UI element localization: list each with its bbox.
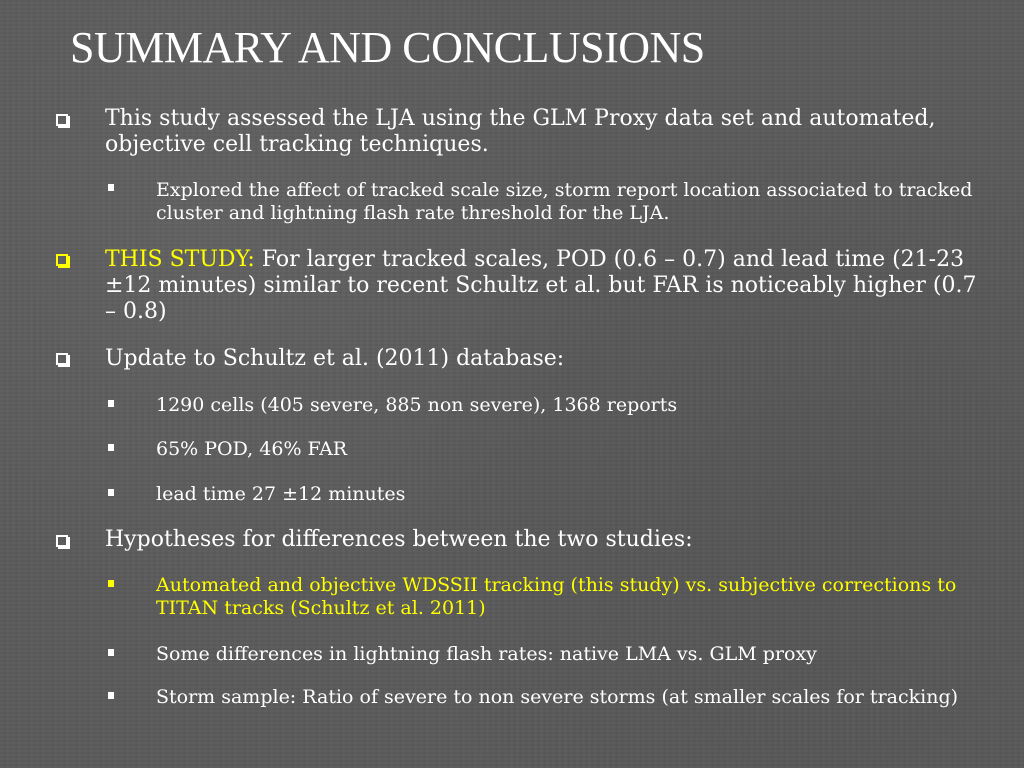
sub-bullet-storm-sample: Storm sample: Ratio of severe to non severe storms (at smaller scales for tracking) — [156, 686, 959, 708]
bullet-update-database: Update to Schultz et al. (2011) database: — [105, 346, 565, 371]
checkbox-bullet-icon — [56, 353, 68, 365]
sub-bullet-lead-time: lead time 27 ±12 minutes — [156, 483, 406, 505]
checkbox-bullet-yellow-icon — [56, 254, 68, 266]
checkbox-bullet-icon — [56, 114, 68, 126]
square-bullet-icon — [108, 692, 114, 699]
sub-bullet-cells: 1290 cells (405 severe, 885 non severe), 1368 reports — [156, 394, 678, 416]
square-bullet-yellow-icon — [108, 580, 114, 587]
square-bullet-icon — [108, 649, 114, 656]
sub-bullet-automated-tracking: Automated and objective WDSSII tracking (this study) vs. subjective corrections to TITAN tracks (Schultz et al. 2011) — [156, 574, 957, 619]
bullet-hypotheses: Hypotheses for differences between the two studies: — [105, 527, 693, 552]
slide-title: SUMMARY AND CONCLUSIONS — [70, 23, 705, 72]
checkbox-bullet-icon — [56, 535, 68, 547]
square-bullet-icon — [108, 184, 114, 191]
square-bullet-icon — [108, 400, 114, 407]
sub-bullet-pod-far: 65% POD, 46% FAR — [156, 438, 348, 460]
square-bullet-icon — [108, 489, 114, 496]
bullet-study-assessed: This study assessed the LJA using the GLM Proxy data set and automated, objective cell tracking techniques. — [105, 106, 936, 157]
square-bullet-icon — [108, 444, 114, 451]
this-study-text: For larger tracked scales, POD (0.6 – 0.7) and lead time (21-23 ±12 minutes) similar to recent Schultz et al. but FAR is noticeably higher (0.7 – 0.8) — [105, 247, 977, 324]
bullet-this-study — [105, 247, 985, 325]
sub-bullet-explored: Explored the affect of tracked scale size, storm report location associated to tracked cluster and lightning flash rate threshold for the LJA. — [156, 179, 973, 224]
sub-bullet-flash-rates: Some differences in lightning flash rates: native LMA vs. GLM proxy — [156, 643, 817, 665]
this-study-label: THIS STUDY: — [105, 247, 255, 272]
